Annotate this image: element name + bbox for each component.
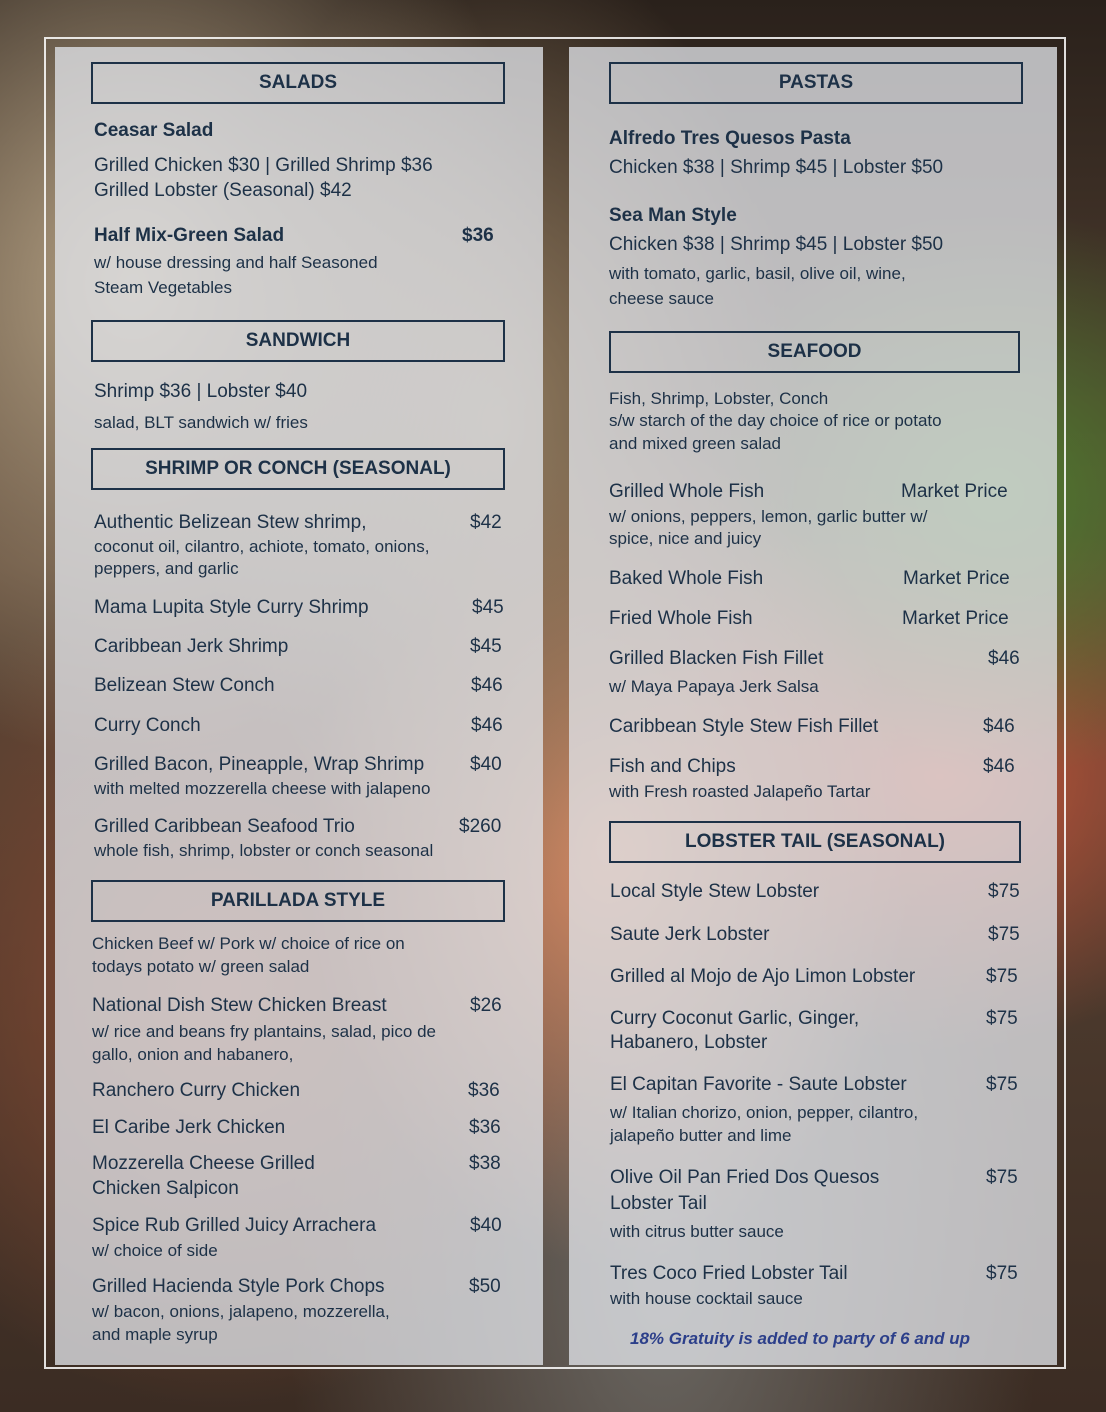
item-desc: Steam Vegetables xyxy=(94,278,232,297)
item-name: Grilled al Mojo de Ajo Limon Lobster xyxy=(610,966,916,987)
item-desc: spice, nice and juicy xyxy=(609,529,762,548)
item-price-half-mix-salad: $36 xyxy=(462,225,494,246)
item-price: $38 xyxy=(469,1153,501,1174)
item-price: $75 xyxy=(986,1167,1018,1188)
section-heading-seafood: SEAFOOD xyxy=(609,331,1020,373)
alfredo-options: Chicken $38 | Shrimp $45 | Lobster $50 xyxy=(609,157,944,178)
item-price: $75 xyxy=(986,1263,1018,1284)
item-desc: with melted mozzerella cheese with jalapeno xyxy=(94,779,431,798)
item-price: $75 xyxy=(986,1008,1018,1029)
item-name-half-mix-salad: Half Mix-Green Salad xyxy=(94,225,285,246)
item-name: Caribbean Jerk Shrimp xyxy=(94,636,289,657)
item-price: $260 xyxy=(459,816,502,837)
item-name: Mozzerella Cheese Grilled xyxy=(92,1153,315,1174)
item-price: Market Price xyxy=(901,481,1008,502)
item-price: $75 xyxy=(988,924,1020,945)
sandwich-desc: salad, BLT sandwich w/ fries xyxy=(94,413,308,432)
item-desc: cheese sauce xyxy=(609,289,714,308)
item-desc: coconut oil, cilantro, achiote, tomato, onions, xyxy=(94,537,430,556)
item-price: $36 xyxy=(469,1117,501,1138)
item-name: Grilled Hacienda Style Pork Chops xyxy=(92,1276,385,1297)
item-desc: jalapeño butter and lime xyxy=(610,1126,792,1145)
item-name: Fish and Chips xyxy=(609,756,736,777)
item-price: $40 xyxy=(470,1215,502,1236)
item-name: Authentic Belizean Stew shrimp, xyxy=(94,512,367,533)
item-price: $45 xyxy=(470,636,502,657)
item-name-ceasar-salad: Ceasar Salad xyxy=(94,120,214,141)
item-name: Fried Whole Fish xyxy=(609,608,753,629)
item-name: Grilled Blacken Fish Fillet xyxy=(609,648,824,669)
item-price: $45 xyxy=(472,597,504,618)
item-desc: whole fish, shrimp, lobster or conch seasonal xyxy=(94,841,434,860)
item-desc: with house cocktail sauce xyxy=(610,1289,803,1308)
item-desc: w/ bacon, onions, jalapeno, mozzerella, xyxy=(92,1302,390,1321)
item-price: $50 xyxy=(469,1276,501,1297)
item-price: $46 xyxy=(983,716,1015,737)
item-name-sea-man: Sea Man Style xyxy=(609,205,737,226)
seafood-intro: and mixed green salad xyxy=(609,434,782,453)
item-name-line-2: Habanero, Lobster xyxy=(610,1032,768,1053)
item-price: $36 xyxy=(468,1080,500,1101)
item-desc: gallo, onion and habanero, xyxy=(92,1045,294,1064)
section-heading-pastas: PASTAS xyxy=(609,62,1023,104)
item-name-line-2: Lobster Tail xyxy=(610,1193,707,1214)
item-desc: with tomato, garlic, basil, olive oil, wine, xyxy=(609,264,906,283)
item-name: Grilled Whole Fish xyxy=(609,481,765,502)
item-price: $42 xyxy=(470,512,502,533)
section-heading-parillada: PARILLADA STYLE xyxy=(91,880,505,922)
item-name: Olive Oil Pan Fried Dos Quesos xyxy=(610,1167,880,1188)
item-price: $40 xyxy=(470,754,502,775)
item-price: $26 xyxy=(470,995,502,1016)
item-name: Belizean Stew Conch xyxy=(94,675,275,696)
item-name: Baked Whole Fish xyxy=(609,568,764,589)
parillada-intro: todays potato w/ green salad xyxy=(92,957,310,976)
ceasar-options-line-1: Grilled Chicken $30 | Grilled Shrimp $36 xyxy=(94,155,433,176)
item-price: $75 xyxy=(988,881,1020,902)
item-desc: peppers, and garlic xyxy=(94,559,239,578)
section-heading-salads: SALADS xyxy=(91,62,505,104)
item-desc: with Fresh roasted Jalapeño Tartar xyxy=(609,782,871,801)
item-name: Spice Rub Grilled Juicy Arrachera xyxy=(92,1215,377,1236)
item-price: $46 xyxy=(983,756,1015,777)
item-name-alfredo: Alfredo Tres Quesos Pasta xyxy=(609,128,851,149)
sandwich-options: Shrimp $36 | Lobster $40 xyxy=(94,381,308,402)
item-desc: w/ onions, peppers, lemon, garlic butter w/ xyxy=(609,507,928,526)
section-heading-sandwich: SANDWICH xyxy=(91,320,505,362)
item-name: Local Style Stew Lobster xyxy=(610,881,820,902)
item-name: Grilled Bacon, Pineapple, Wrap Shrimp xyxy=(94,754,425,775)
item-price: $75 xyxy=(986,1074,1018,1095)
item-name: Saute Jerk Lobster xyxy=(610,924,770,945)
ceasar-options-line-2: Grilled Lobster (Seasonal) $42 xyxy=(94,180,352,201)
parillada-intro: Chicken Beef w/ Pork w/ choice of rice on xyxy=(92,934,405,953)
item-desc: with citrus butter sauce xyxy=(610,1222,784,1241)
seafood-intro: Fish, Shrimp, Lobster, Conch xyxy=(609,389,829,408)
item-name: Curry Coconut Garlic, Ginger, xyxy=(610,1008,860,1029)
item-price: $46 xyxy=(471,675,503,696)
gratuity-note: 18% Gratuity is added to party of 6 and up xyxy=(630,1329,971,1348)
item-name: Ranchero Curry Chicken xyxy=(92,1080,301,1101)
section-heading-shrimp-conch: SHRIMP OR CONCH (SEASONAL) xyxy=(91,448,505,490)
item-name-line-2: Chicken Salpicon xyxy=(92,1178,239,1199)
item-desc: w/ Italian chorizo, onion, pepper, cilantro, xyxy=(610,1103,919,1122)
item-desc: and maple syrup xyxy=(92,1325,218,1344)
item-desc: w/ rice and beans fry plantains, salad, pico de xyxy=(92,1022,436,1041)
item-name: Grilled Caribbean Seafood Trio xyxy=(94,816,355,837)
item-name: National Dish Stew Chicken Breast xyxy=(92,995,387,1016)
item-desc: w/ choice of side xyxy=(92,1241,218,1260)
item-name: Mama Lupita Style Curry Shrimp xyxy=(94,597,369,618)
item-price: $75 xyxy=(986,966,1018,987)
item-desc: w/ Maya Papaya Jerk Salsa xyxy=(609,677,819,696)
item-price: Market Price xyxy=(902,608,1009,629)
item-price: $46 xyxy=(988,648,1020,669)
section-heading-lobster-tail: LOBSTER TAIL (SEASONAL) xyxy=(609,821,1021,863)
item-name: Tres Coco Fried Lobster Tail xyxy=(610,1263,848,1284)
sea-man-options: Chicken $38 | Shrimp $45 | Lobster $50 xyxy=(609,234,944,255)
item-price: Market Price xyxy=(903,568,1010,589)
seafood-intro: s/w starch of the day choice of rice or potato xyxy=(609,411,942,430)
item-name: Curry Conch xyxy=(94,715,201,736)
item-desc: w/ house dressing and half Seasoned xyxy=(94,253,378,272)
item-name: El Caribe Jerk Chicken xyxy=(92,1117,286,1138)
item-name: El Capitan Favorite - Saute Lobster xyxy=(610,1074,907,1095)
item-name: Caribbean Style Stew Fish Fillet xyxy=(609,716,879,737)
item-price: $46 xyxy=(471,715,503,736)
